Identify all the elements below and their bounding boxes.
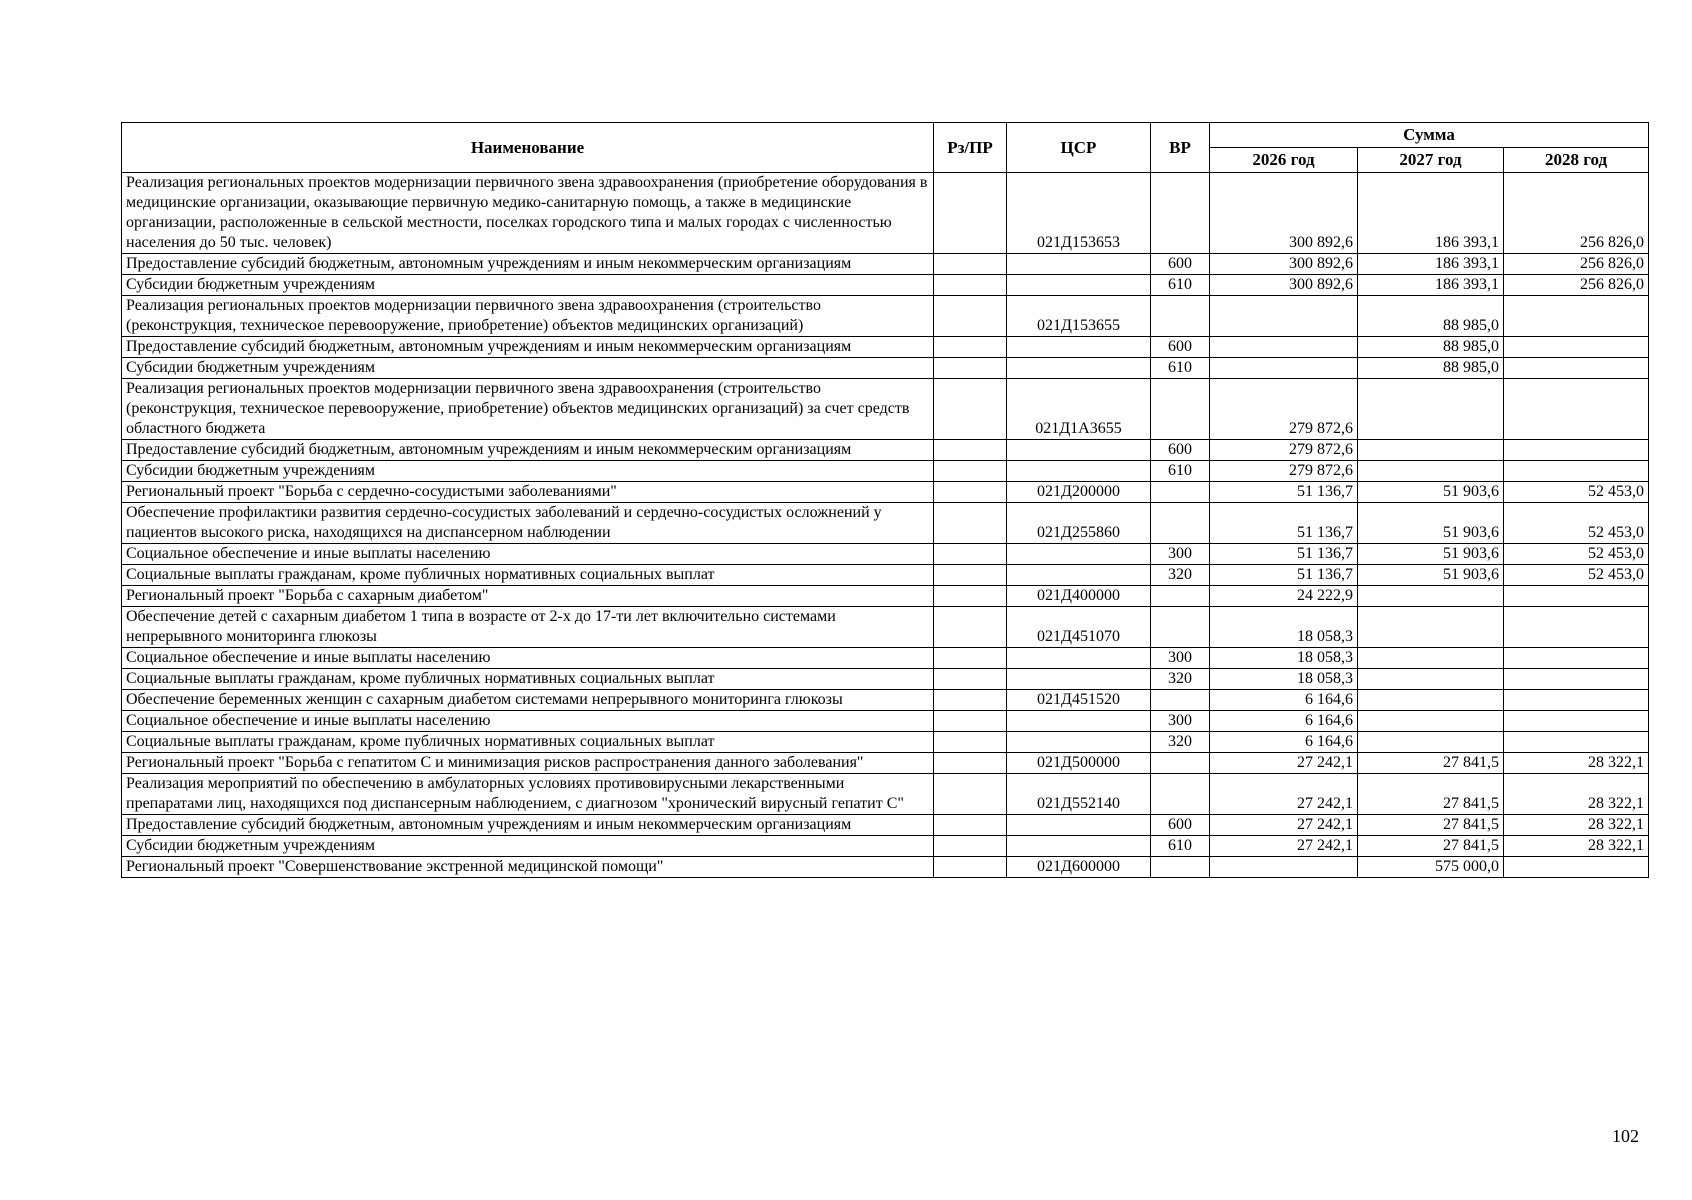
row-sum-2027: 186 393,1 xyxy=(1358,275,1504,296)
row-sum-2026: 300 892,6 xyxy=(1210,173,1358,254)
row-sum-2026 xyxy=(1210,857,1358,878)
row-sum-2026 xyxy=(1210,296,1358,337)
header-vr: ВР xyxy=(1151,123,1210,173)
row-sum-2027: 88 985,0 xyxy=(1358,296,1504,337)
row-sum-2027: 575 000,0 xyxy=(1358,857,1504,878)
row-csr xyxy=(1007,732,1151,753)
table-row xyxy=(122,503,1649,544)
row-name: Субсидии бюджетным учреждениям xyxy=(122,358,934,379)
row-rzpr xyxy=(934,173,1007,254)
row-name: Социальные выплаты гражданам, кроме публичных нормативных социальных выплат xyxy=(122,669,934,690)
row-csr xyxy=(1007,544,1151,565)
row-csr xyxy=(1007,254,1151,275)
row-vr xyxy=(1151,503,1210,544)
row-name: Региональный проект "Совершенствование экстренной медицинской помощи" xyxy=(122,857,934,878)
row-name: Предоставление субсидий бюджетным, автономным учреждениям и иным некоммерческим организациям xyxy=(122,254,934,275)
row-name: Реализация региональных проектов модернизации первичного звена здравоохранения (приобретение оборудования в медицинские организации, оказывающие первичную медико-санитарную помощь, а также в медицинские организации, расположенные в сельской местности, поселках городского типа и малых городах с численностью населения до 50 тыс. человек) xyxy=(122,173,934,254)
row-vr: 600 xyxy=(1151,815,1210,836)
row-sum-2027: 51 903,6 xyxy=(1358,503,1504,544)
row-sum-2028 xyxy=(1504,669,1649,690)
row-name: Социальное обеспечение и иные выплаты населению xyxy=(122,544,934,565)
row-rzpr xyxy=(934,440,1007,461)
row-vr: 600 xyxy=(1151,337,1210,358)
row-name: Предоставление субсидий бюджетным, автономным учреждениям и иным некоммерческим организациям xyxy=(122,440,934,461)
table-row xyxy=(122,440,1649,461)
row-csr: 021Д600000 xyxy=(1007,857,1151,878)
row-sum-2027: 51 903,6 xyxy=(1358,482,1504,503)
row-sum-2027: 186 393,1 xyxy=(1358,173,1504,254)
table-row xyxy=(122,337,1649,358)
row-name: Региональный проект "Борьба с гепатитом С и минимизация рисков распространения данного заболевания" xyxy=(122,753,934,774)
table-row xyxy=(122,836,1649,857)
row-sum-2027 xyxy=(1358,586,1504,607)
row-csr: 021Д200000 xyxy=(1007,482,1151,503)
row-csr: 021Д552140 xyxy=(1007,774,1151,815)
row-sum-2026: 300 892,6 xyxy=(1210,254,1358,275)
row-rzpr xyxy=(934,857,1007,878)
row-sum-2027: 186 393,1 xyxy=(1358,254,1504,275)
row-sum-2028: 52 453,0 xyxy=(1504,544,1649,565)
table-row xyxy=(122,648,1649,669)
row-sum-2028 xyxy=(1504,358,1649,379)
table-row xyxy=(122,857,1649,878)
table-row xyxy=(122,254,1649,275)
table-row xyxy=(122,586,1649,607)
row-rzpr xyxy=(934,358,1007,379)
row-csr xyxy=(1007,711,1151,732)
row-vr: 610 xyxy=(1151,836,1210,857)
table-body xyxy=(122,173,1649,878)
row-rzpr xyxy=(934,461,1007,482)
row-sum-2027 xyxy=(1358,690,1504,711)
table-row xyxy=(122,711,1649,732)
row-csr xyxy=(1007,565,1151,586)
row-sum-2026: 279 872,6 xyxy=(1210,440,1358,461)
row-csr xyxy=(1007,440,1151,461)
row-sum-2027 xyxy=(1358,732,1504,753)
row-rzpr xyxy=(934,586,1007,607)
row-name: Социальное обеспечение и иные выплаты населению xyxy=(122,711,934,732)
row-rzpr xyxy=(934,254,1007,275)
row-vr xyxy=(1151,690,1210,711)
row-vr: 300 xyxy=(1151,544,1210,565)
row-sum-2027 xyxy=(1358,607,1504,648)
row-name: Социальные выплаты гражданам, кроме публичных нормативных социальных выплат xyxy=(122,565,934,586)
table-row xyxy=(122,753,1649,774)
row-sum-2026: 18 058,3 xyxy=(1210,648,1358,669)
row-name: Обеспечение профилактики развития сердечно-сосудистых заболеваний и сердечно-сосудистых осложнений у пациентов высокого риска, находящихся на диспансерном наблюдении xyxy=(122,503,934,544)
row-csr xyxy=(1007,815,1151,836)
row-sum-2028 xyxy=(1504,296,1649,337)
row-sum-2027: 27 841,5 xyxy=(1358,815,1504,836)
row-sum-2026: 51 136,7 xyxy=(1210,544,1358,565)
row-sum-2026 xyxy=(1210,358,1358,379)
row-name: Субсидии бюджетным учреждениям xyxy=(122,836,934,857)
row-sum-2028 xyxy=(1504,690,1649,711)
row-sum-2026: 51 136,7 xyxy=(1210,482,1358,503)
row-vr xyxy=(1151,482,1210,503)
row-rzpr xyxy=(934,275,1007,296)
row-sum-2028: 28 322,1 xyxy=(1504,836,1649,857)
header-name: Наименование xyxy=(122,123,934,173)
row-rzpr xyxy=(934,296,1007,337)
row-sum-2026: 279 872,6 xyxy=(1210,379,1358,440)
row-sum-2028 xyxy=(1504,732,1649,753)
row-name: Предоставление субсидий бюджетным, автономным учреждениям и иным некоммерческим организациям xyxy=(122,815,934,836)
row-rzpr xyxy=(934,503,1007,544)
row-csr xyxy=(1007,669,1151,690)
table-header xyxy=(122,123,1649,173)
row-sum-2026: 51 136,7 xyxy=(1210,503,1358,544)
row-vr: 610 xyxy=(1151,358,1210,379)
table-row xyxy=(122,732,1649,753)
table-row xyxy=(122,482,1649,503)
row-sum-2026: 24 222,9 xyxy=(1210,586,1358,607)
row-sum-2027 xyxy=(1358,648,1504,669)
row-vr xyxy=(1151,857,1210,878)
row-sum-2026: 27 242,1 xyxy=(1210,815,1358,836)
header-year-2028: 2028 год xyxy=(1504,148,1649,173)
row-name: Субсидии бюджетным учреждениям xyxy=(122,275,934,296)
row-rzpr xyxy=(934,648,1007,669)
row-sum-2026: 51 136,7 xyxy=(1210,565,1358,586)
row-rzpr xyxy=(934,690,1007,711)
row-csr xyxy=(1007,358,1151,379)
row-sum-2027 xyxy=(1358,440,1504,461)
row-sum-2027: 27 841,5 xyxy=(1358,753,1504,774)
row-vr xyxy=(1151,379,1210,440)
table-row xyxy=(122,690,1649,711)
row-sum-2028 xyxy=(1504,461,1649,482)
table-row xyxy=(122,544,1649,565)
row-sum-2028: 28 322,1 xyxy=(1504,774,1649,815)
row-sum-2026: 6 164,6 xyxy=(1210,690,1358,711)
row-csr: 021Д1А3655 xyxy=(1007,379,1151,440)
row-name: Реализация региональных проектов модернизации первичного звена здравоохранения (строительство (реконструкция, техническое перевооружение, приобретение) объектов медицинских организаций) за счет средств областного бюджета xyxy=(122,379,934,440)
row-vr: 320 xyxy=(1151,565,1210,586)
row-vr xyxy=(1151,774,1210,815)
row-sum-2026: 6 164,6 xyxy=(1210,711,1358,732)
row-rzpr xyxy=(934,774,1007,815)
row-sum-2028: 52 453,0 xyxy=(1504,503,1649,544)
row-vr xyxy=(1151,753,1210,774)
row-sum-2026: 6 164,6 xyxy=(1210,732,1358,753)
row-csr: 021Д500000 xyxy=(1007,753,1151,774)
row-sum-2027: 88 985,0 xyxy=(1358,337,1504,358)
row-sum-2028 xyxy=(1504,440,1649,461)
row-rzpr xyxy=(934,544,1007,565)
row-rzpr xyxy=(934,711,1007,732)
row-sum-2027: 51 903,6 xyxy=(1358,565,1504,586)
row-name: Социальные выплаты гражданам, кроме публичных нормативных социальных выплат xyxy=(122,732,934,753)
table-row xyxy=(122,173,1649,254)
row-csr: 021Д153653 xyxy=(1007,173,1151,254)
table-row xyxy=(122,358,1649,379)
row-vr: 320 xyxy=(1151,669,1210,690)
row-vr: 300 xyxy=(1151,711,1210,732)
row-vr: 320 xyxy=(1151,732,1210,753)
row-name: Предоставление субсидий бюджетным, автономным учреждениям и иным некоммерческим организациям xyxy=(122,337,934,358)
header-sum: Сумма xyxy=(1210,123,1649,148)
row-rzpr xyxy=(934,565,1007,586)
table-row xyxy=(122,774,1649,815)
row-csr: 021Д451070 xyxy=(1007,607,1151,648)
row-sum-2026: 279 872,6 xyxy=(1210,461,1358,482)
row-csr xyxy=(1007,836,1151,857)
row-rzpr xyxy=(934,482,1007,503)
table-row xyxy=(122,565,1649,586)
row-csr: 021Д400000 xyxy=(1007,586,1151,607)
row-sum-2026: 18 058,3 xyxy=(1210,669,1358,690)
row-vr xyxy=(1151,607,1210,648)
row-sum-2028 xyxy=(1504,607,1649,648)
row-sum-2026 xyxy=(1210,337,1358,358)
table-row xyxy=(122,296,1649,337)
row-rzpr xyxy=(934,379,1007,440)
table-row xyxy=(122,461,1649,482)
budget-table xyxy=(121,122,1649,878)
row-sum-2027 xyxy=(1358,379,1504,440)
row-sum-2026: 27 242,1 xyxy=(1210,836,1358,857)
header-rzpr: Рз/ПР xyxy=(934,123,1007,173)
row-sum-2027: 51 903,6 xyxy=(1358,544,1504,565)
row-sum-2027: 27 841,5 xyxy=(1358,774,1504,815)
table-row xyxy=(122,669,1649,690)
header-year-2026: 2026 год xyxy=(1210,148,1358,173)
row-csr: 021Д255860 xyxy=(1007,503,1151,544)
row-sum-2028 xyxy=(1504,857,1649,878)
row-sum-2027 xyxy=(1358,461,1504,482)
row-name: Социальное обеспечение и иные выплаты населению xyxy=(122,648,934,669)
table-row xyxy=(122,607,1649,648)
table-row xyxy=(122,275,1649,296)
table-row xyxy=(122,379,1649,440)
row-name: Реализация региональных проектов модернизации первичного звена здравоохранения (строительство (реконструкция, техническое перевооружение, приобретение) объектов медицинских организаций) xyxy=(122,296,934,337)
row-csr xyxy=(1007,337,1151,358)
header-year-2027: 2027 год xyxy=(1358,148,1504,173)
row-rzpr xyxy=(934,815,1007,836)
row-csr: 021Д153655 xyxy=(1007,296,1151,337)
row-name: Реализация мероприятий по обеспечению в амбулаторных условиях противовирусными лекарственными препаратами лиц, находящихся под диспансерным наблюдением, с диагнозом "хронический вирусный гепатит С" xyxy=(122,774,934,815)
row-rzpr xyxy=(934,836,1007,857)
row-sum-2028: 52 453,0 xyxy=(1504,565,1649,586)
row-name: Обеспечение беременных женщин с сахарным диабетом системами непрерывного мониторинга глюкозы xyxy=(122,690,934,711)
row-name: Региональный проект "Борьба с сердечно-сосудистыми заболеваниями" xyxy=(122,482,934,503)
row-name: Региональный проект "Борьба с сахарным диабетом" xyxy=(122,586,934,607)
row-sum-2028: 52 453,0 xyxy=(1504,482,1649,503)
row-sum-2028 xyxy=(1504,379,1649,440)
row-sum-2028 xyxy=(1504,711,1649,732)
row-vr xyxy=(1151,586,1210,607)
row-sum-2026: 300 892,6 xyxy=(1210,275,1358,296)
row-csr xyxy=(1007,461,1151,482)
row-name: Обеспечение детей с сахарным диабетом 1 типа в возрасте от 2-х до 17-ти лет включительно системами непрерывного мониторинга глюкозы xyxy=(122,607,934,648)
row-vr xyxy=(1151,173,1210,254)
row-rzpr xyxy=(934,732,1007,753)
table-row xyxy=(122,815,1649,836)
row-vr xyxy=(1151,296,1210,337)
row-sum-2028: 256 826,0 xyxy=(1504,173,1649,254)
row-sum-2028: 256 826,0 xyxy=(1504,275,1649,296)
row-vr: 600 xyxy=(1151,254,1210,275)
row-name: Субсидии бюджетным учреждениям xyxy=(122,461,934,482)
row-vr: 610 xyxy=(1151,275,1210,296)
row-sum-2028: 256 826,0 xyxy=(1504,254,1649,275)
row-sum-2027: 27 841,5 xyxy=(1358,836,1504,857)
row-rzpr xyxy=(934,753,1007,774)
header-csr: ЦСР xyxy=(1007,123,1151,173)
row-sum-2027 xyxy=(1358,669,1504,690)
row-sum-2028 xyxy=(1504,648,1649,669)
row-sum-2028 xyxy=(1504,586,1649,607)
row-sum-2026: 18 058,3 xyxy=(1210,607,1358,648)
row-csr: 021Д451520 xyxy=(1007,690,1151,711)
row-sum-2026: 27 242,1 xyxy=(1210,753,1358,774)
row-sum-2028: 28 322,1 xyxy=(1504,815,1649,836)
row-sum-2027 xyxy=(1358,711,1504,732)
row-sum-2026: 27 242,1 xyxy=(1210,774,1358,815)
row-vr: 600 xyxy=(1151,440,1210,461)
row-rzpr xyxy=(934,607,1007,648)
row-sum-2028 xyxy=(1504,337,1649,358)
row-sum-2027: 88 985,0 xyxy=(1358,358,1504,379)
row-sum-2028: 28 322,1 xyxy=(1504,753,1649,774)
row-csr xyxy=(1007,648,1151,669)
row-rzpr xyxy=(934,669,1007,690)
page-number: 102 xyxy=(1612,1126,1639,1146)
row-vr: 610 xyxy=(1151,461,1210,482)
row-vr: 300 xyxy=(1151,648,1210,669)
row-rzpr xyxy=(934,337,1007,358)
row-csr xyxy=(1007,275,1151,296)
